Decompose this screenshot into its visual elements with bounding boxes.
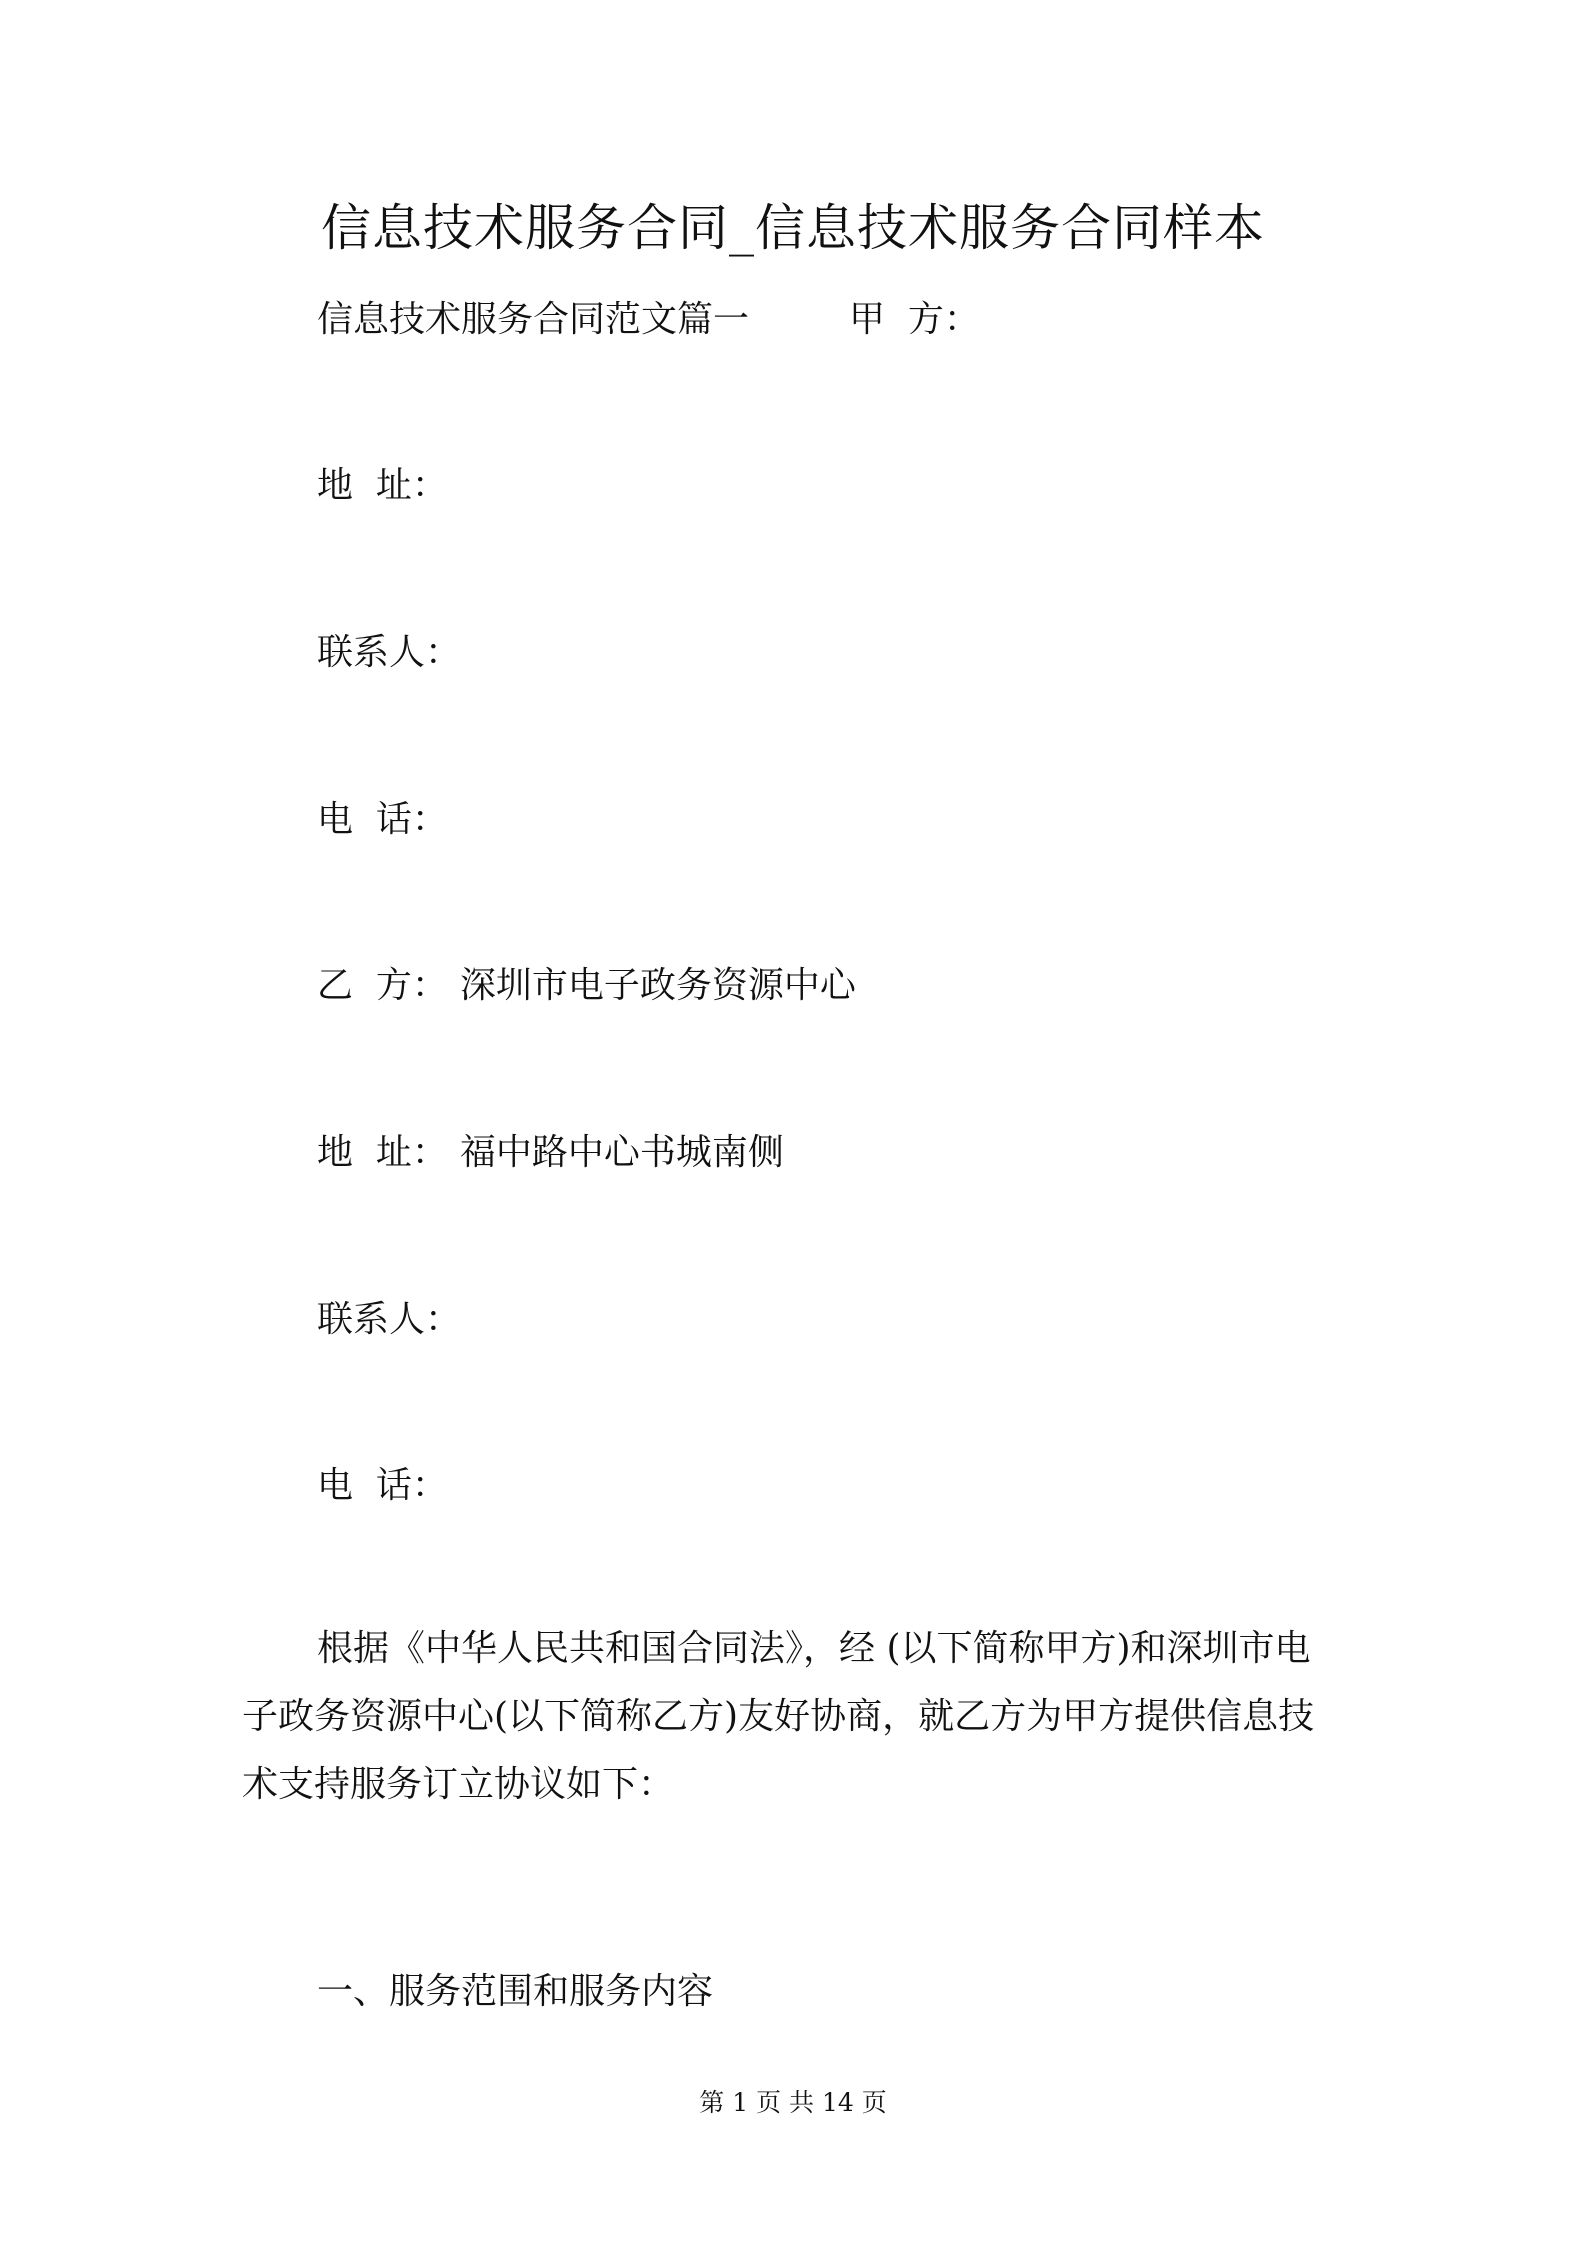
section-heading: 一、服务范围和服务内容 (317, 1971, 714, 2012)
party-b-address: 福中路中心书城南侧 (459, 1132, 784, 1173)
intro-line: 根据《中华人民共和国合同法》，经 (以下简称甲方)和深圳市电 (317, 1628, 1311, 1669)
party-b-contact-label: 联系人： (317, 1299, 462, 1340)
subtitle-line (317, 298, 980, 342)
party-a-label: 甲 方： (849, 299, 980, 340)
party-b-address-line (317, 1131, 784, 1175)
page-footer: 第 1 页 共 14 页 (699, 2088, 887, 2117)
document-title: 信息技术服务合同_信息技术服务合同样本 (321, 199, 1265, 257)
document-subtitle: 信息技术服务合同范文篇一 (317, 299, 750, 340)
intro-line: 术支持服务订立协议如下： (242, 1764, 675, 1805)
party-b-name: 深圳市电子政务资源中心 (459, 965, 856, 1006)
party-a-phone-label: 电 话： (317, 799, 448, 840)
party-b-line (317, 964, 856, 1008)
intro-line: 子政务资源中心(以下简称乙方)友好协商，就乙方为甲方提供信息技 (242, 1696, 1315, 1737)
intro-paragraph (242, 1615, 1352, 1819)
party-b-label: 乙 方： (317, 965, 448, 1006)
party-b-address-label: 地 址： (317, 1132, 448, 1173)
party-b-phone-label: 电 话： (317, 1465, 448, 1506)
party-a-contact-label: 联系人： (317, 632, 462, 673)
party-a-address-label: 地 址： (317, 465, 448, 506)
